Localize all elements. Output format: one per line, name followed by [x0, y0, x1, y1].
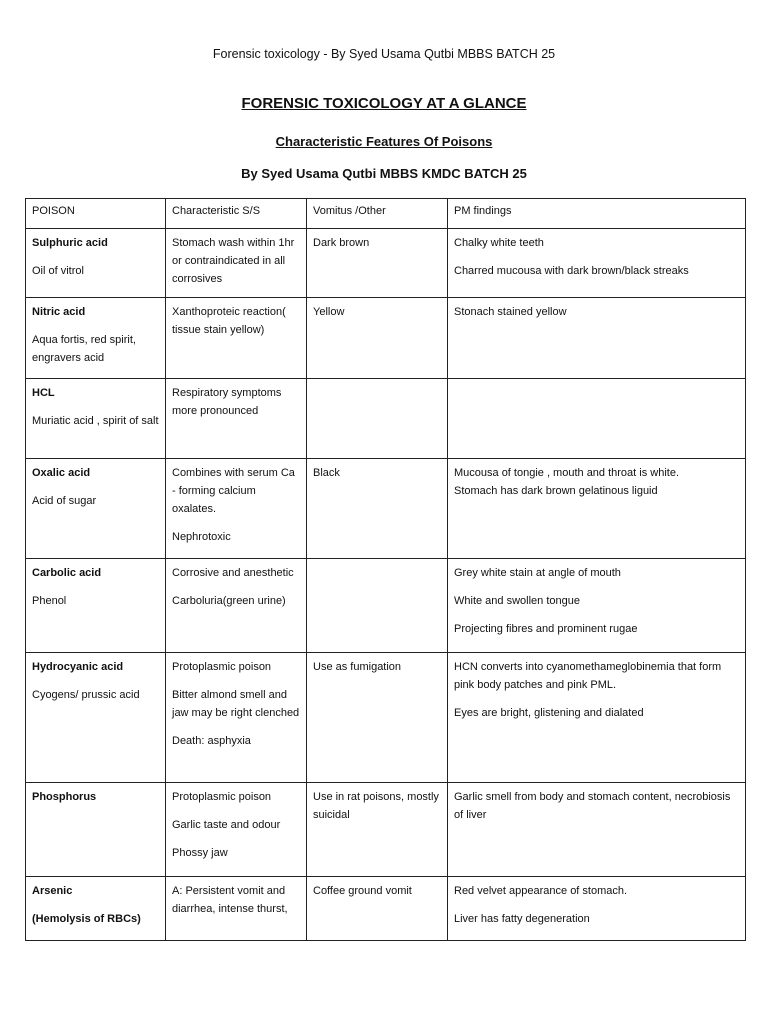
vomitus-text: Dark brown [313, 237, 370, 249]
table-row [26, 459, 746, 559]
table-header-row [26, 199, 746, 229]
poison-alias: Acid of sugar [32, 495, 97, 507]
table-row [26, 559, 746, 653]
sign-text: Stomach wash within 1hr or contraindicated in all corrosives [172, 237, 295, 285]
poison-name: Arsenic [32, 885, 73, 897]
poison-name: Oxalic acid [32, 467, 91, 479]
sign-text: Garlic taste and odour [172, 819, 281, 831]
sign-text: Nephrotoxic [172, 531, 231, 543]
vomitus-text: Use as fumigation [313, 661, 402, 673]
sign-text: A: Persistent vomit and diarrhea, intense thurst, [172, 885, 288, 915]
poison-alias: Oil of vitrol [32, 265, 84, 277]
pm-text: Grey white stain at angle of mouth [454, 567, 621, 579]
vomitus-text: Yellow [313, 306, 345, 318]
sign-text: Bitter almond smell and jaw may be right clenched [172, 689, 300, 719]
pm-cell [448, 877, 746, 941]
poison-alias: Muriatic acid , spirit of salt [32, 415, 159, 427]
sign-text: Xanthoproteic reaction( tissue stain yellow) [172, 306, 286, 336]
table-row [26, 229, 746, 298]
pm-text: Chalky white teeth [454, 237, 544, 249]
pm-text: White and swollen tongue [454, 595, 580, 607]
column-header-pm-findings: PM findings [448, 199, 746, 229]
poison-cell [26, 877, 166, 941]
sign-text: Phossy jaw [172, 847, 228, 859]
pm-text: Mucousa of tongie , mouth and throat is white. [454, 467, 680, 479]
sign-text: Combines with serum Ca - forming calcium oxalates. [172, 467, 295, 515]
poison-cell [26, 379, 166, 459]
document-title: FORENSIC TOXICOLOGY AT A GLANCE [241, 95, 527, 112]
signs-cell [166, 379, 307, 459]
column-header-vomitus: Vomitus /Other [307, 199, 448, 229]
poison-cell [26, 653, 166, 783]
pm-cell [448, 298, 746, 379]
document-byline: By Syed Usama Qutbi MBBS KMDC BATCH 25 [241, 166, 527, 181]
pm-text: Garlic smell from body and stomach content, necrobiosis of liver [454, 791, 731, 821]
pm-text: Liver has fatty degeneration [454, 913, 590, 925]
table-row [26, 783, 746, 877]
table-row [26, 877, 746, 941]
poisons-table [25, 198, 746, 941]
poison-alias: Aqua fortis, red spirit, engravers acid [32, 334, 136, 364]
poison-cell [26, 459, 166, 559]
vomitus-cell [307, 379, 448, 459]
sign-text: Corrosive and anesthetic [172, 567, 294, 579]
poison-alias: Cyogens/ prussic acid [32, 689, 140, 701]
pm-cell [448, 379, 746, 459]
vomitus-text: Use in rat poisons, mostly suicidal [313, 791, 439, 821]
table-row [26, 298, 746, 379]
running-header: Forensic toxicology - By Syed Usama Qutbi MBBS BATCH 25 [212, 47, 556, 61]
poison-name: Nitric acid [32, 306, 86, 318]
sign-text: Protoplasmic poison [172, 791, 272, 803]
signs-cell [166, 559, 307, 653]
poison-name: Phosphorus [32, 791, 97, 803]
vomitus-cell [307, 559, 448, 653]
poison-note: (Hemolysis of RBCs) [32, 913, 141, 925]
poison-cell [26, 229, 166, 298]
sign-text: Protoplasmic poison [172, 661, 272, 673]
column-header-poison: POISON [26, 199, 166, 229]
pm-text: Stomach has dark brown gelatinous liguid [454, 485, 658, 497]
pm-text: Projecting fibres and prominent rugae [454, 623, 638, 635]
pm-cell [448, 459, 746, 559]
column-header-characteristic: Characteristic S/S [166, 199, 307, 229]
pm-cell [448, 229, 746, 298]
vomitus-cell [307, 877, 448, 941]
vomitus-cell [307, 459, 448, 559]
signs-cell [166, 459, 307, 559]
signs-cell [166, 877, 307, 941]
poison-alias: Phenol [32, 595, 67, 607]
poison-name: Carbolic acid [32, 567, 102, 579]
pm-text: Stonach stained yellow [454, 306, 567, 318]
vomitus-cell [307, 783, 448, 877]
sign-text: Death: asphyxia [172, 735, 251, 747]
vomitus-cell [307, 298, 448, 379]
signs-cell [166, 653, 307, 783]
vomitus-text: Black [313, 467, 340, 479]
pm-text: Red velvet appearance of stomach. [454, 885, 628, 897]
table-row [26, 379, 746, 459]
poison-name: HCL [32, 387, 55, 399]
pm-cell [448, 653, 746, 783]
pm-text: HCN converts into cyanomethameglobinemia that form pink body patches and pink PML. [454, 661, 722, 691]
poison-cell [26, 298, 166, 379]
pm-cell [448, 559, 746, 653]
table-row [26, 653, 746, 783]
signs-cell [166, 229, 307, 298]
document-subtitle: Characteristic Features Of Poisons [275, 134, 493, 149]
sign-text: Respiratory symptoms more pronounced [172, 387, 282, 417]
pm-cell [448, 783, 746, 877]
signs-cell [166, 783, 307, 877]
vomitus-cell [307, 229, 448, 298]
poison-cell [26, 783, 166, 877]
poison-name: Hydrocyanic acid [32, 661, 124, 673]
poison-name: Sulphuric acid [32, 237, 108, 249]
sign-text: Carboluria(green urine) [172, 595, 286, 607]
vomitus-text: Coffee ground vomit [313, 885, 412, 897]
pm-text: Charred mucousa with dark brown/black streaks [454, 265, 689, 277]
signs-cell [166, 298, 307, 379]
poison-cell [26, 559, 166, 653]
pm-text: Eyes are bright, glistening and dialated [454, 707, 644, 719]
vomitus-cell [307, 653, 448, 783]
